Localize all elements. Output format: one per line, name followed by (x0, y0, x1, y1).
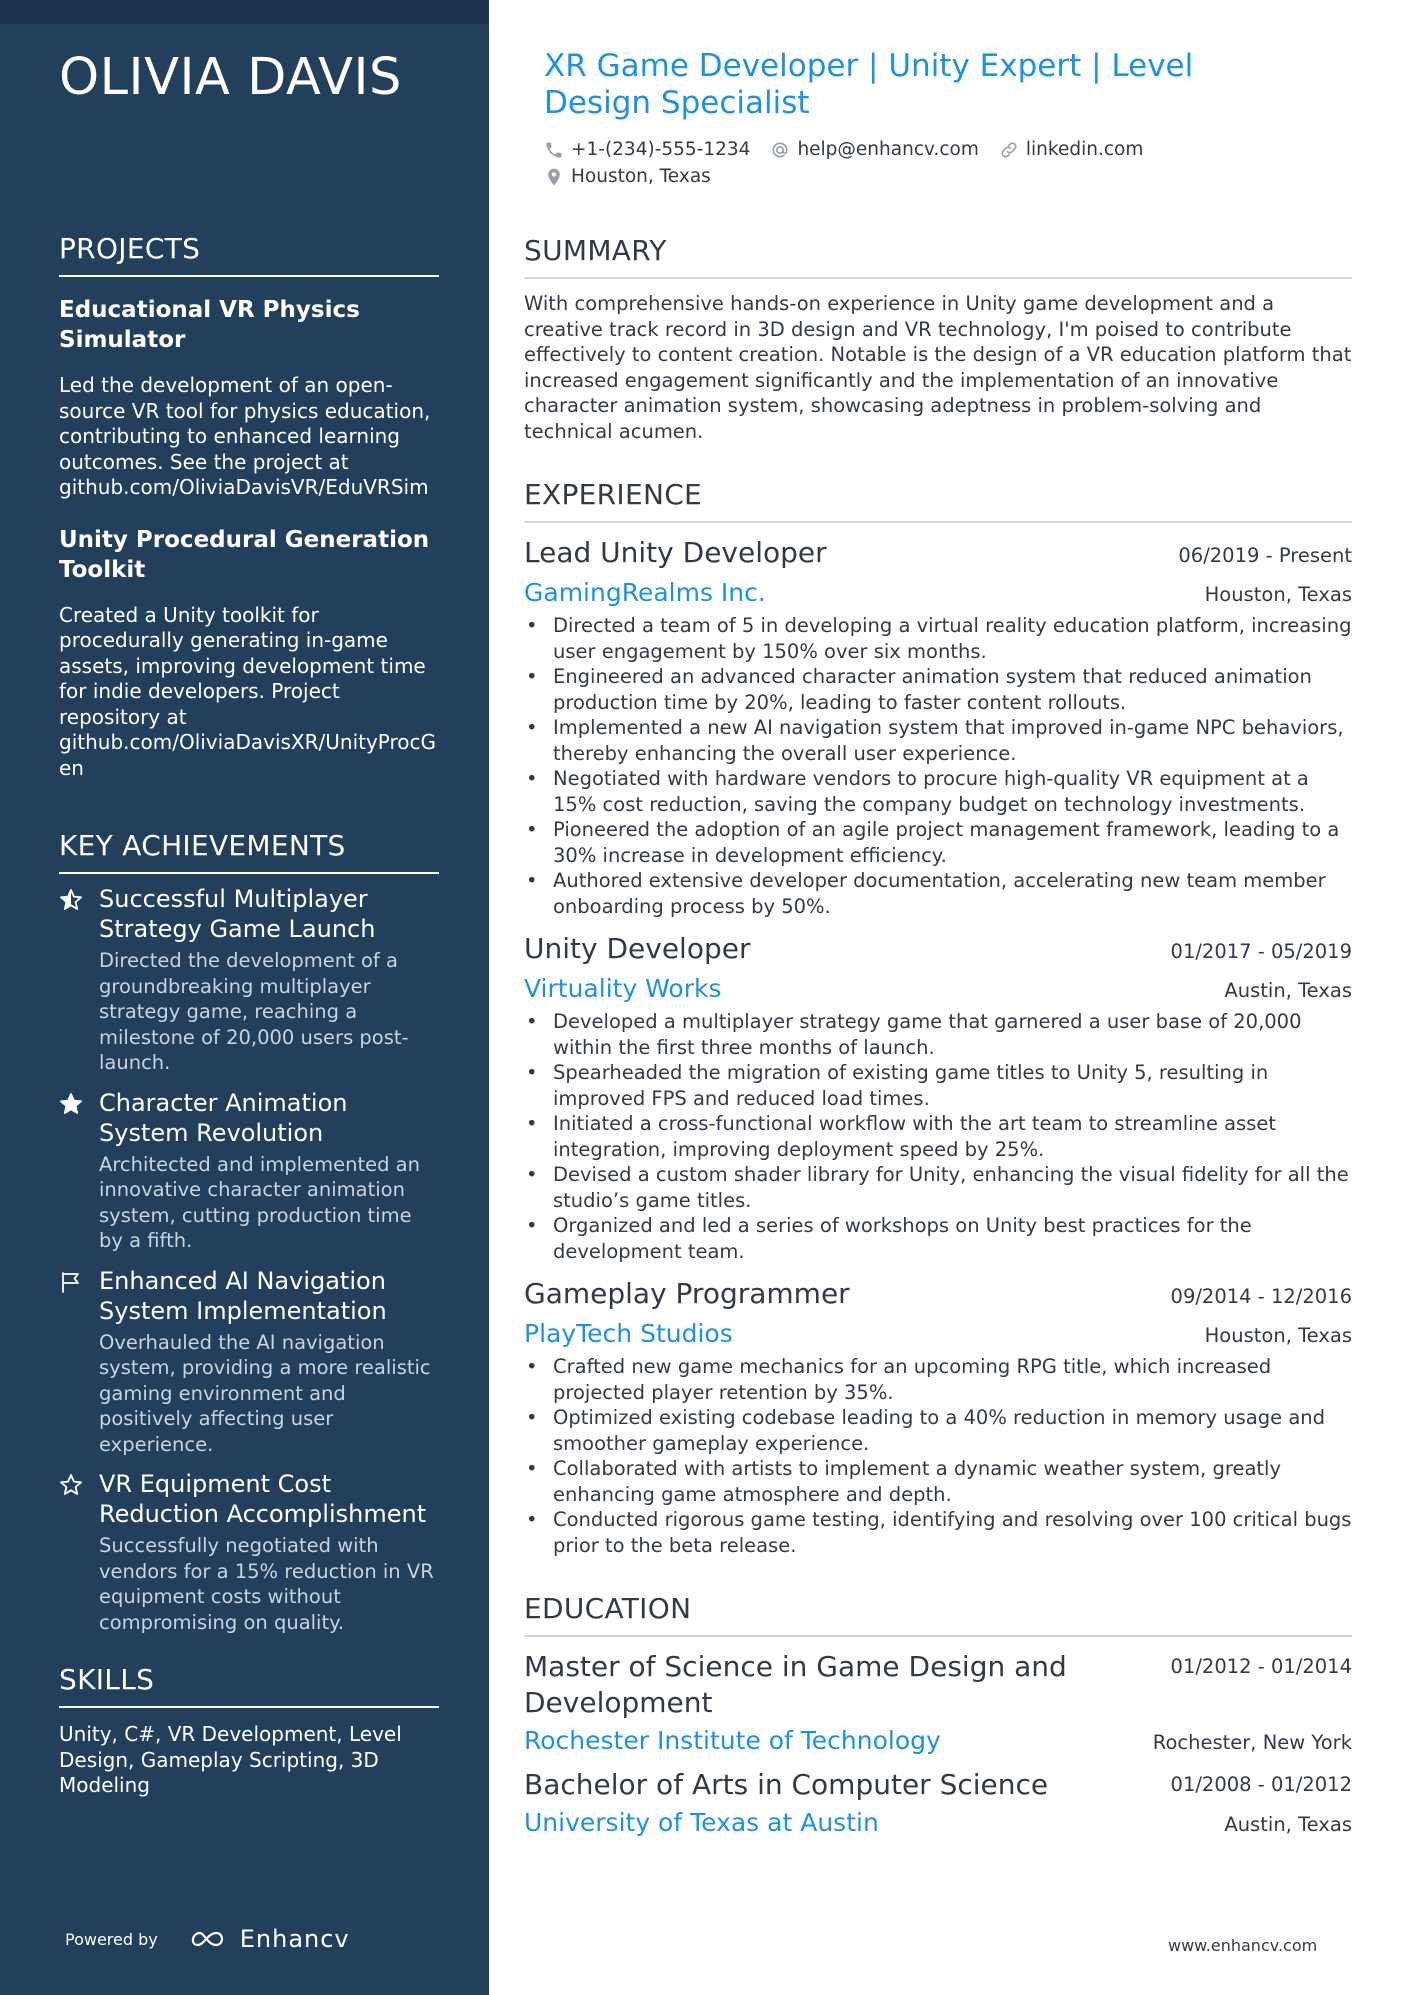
job-bullets (524, 1354, 1352, 1558)
achievements-list (59, 884, 439, 1635)
location-text: Houston, Texas (571, 166, 711, 187)
degree-title: Bachelor of Arts in Computer Science (524, 1768, 1049, 1801)
achievement-item (59, 1088, 439, 1254)
achievement-body (99, 1469, 439, 1635)
achievement-body (99, 884, 439, 1076)
achievement-description: Architected and implemented an innovative character animation system, cutting production time by a fifth. (99, 1152, 420, 1252)
school-name: University of Texas at Austin (524, 1808, 879, 1837)
project-title: Unity Procedural Generation Toolkit (59, 526, 430, 583)
education-header (524, 1767, 1352, 1803)
project-title: Educational VR Physics Simulator (59, 297, 360, 353)
achievement-item (59, 884, 439, 1076)
project-description: Created a Unity toolkit for procedurally generating in-game assets, improving development time for indie developers. Project repository at github.com/OliviaDavisXR/UnityProcGen (59, 602, 437, 780)
achievements-section (59, 829, 439, 1635)
bullet-item: • Developed a multiplayer strategy game that garnered a user base of 20,000 within the first three months of launch. (524, 1009, 1352, 1060)
contact-row (544, 136, 1352, 163)
job-location: Austin, Texas (1224, 979, 1352, 1002)
achievement-description: Overhauled the AI navigation system, providing a more realistic gaming environment and positively affecting user experience. (99, 1330, 431, 1456)
bullet-item: • Conducted rigorous game testing, identifying and resolving over 100 critical bugs prior to the beta release. (524, 1507, 1352, 1558)
location-pin-icon (544, 167, 564, 187)
job-dates: 09/2014 - 12/2016 (1170, 1285, 1352, 1308)
bullet-item: • Crafted new game mechanics for an upcoming RPG title, which increased projected player retention by 35%. (524, 1354, 1352, 1405)
projects-heading: PROJECTS (59, 232, 439, 277)
job-subheader (524, 969, 1352, 1009)
achievement-item (59, 1469, 439, 1635)
contact-phone[interactable] (544, 139, 750, 160)
education-dates: 01/2012 - 01/2014 (1170, 1655, 1352, 1678)
achievement-item (59, 1266, 439, 1458)
at-icon (770, 140, 790, 160)
job-bullets (524, 1009, 1352, 1264)
job-location: Houston, Texas (1204, 1324, 1352, 1347)
star-half-icon (59, 884, 99, 1076)
job-title: Lead Unity Developer (524, 536, 827, 569)
education-subheader (524, 1721, 1352, 1761)
job-entry (524, 929, 1352, 1264)
achievement-title: Successful Multiplayer Strategy Game Launch (99, 885, 376, 943)
bullet-item: • Directed a team of 5 in developing a virtual reality education platform, increasing user engagement by 150% over six months. (524, 613, 1352, 664)
skills-text: Unity, C#, VR Development, Level Design, Gameplay Scripting, 3D Modeling (59, 1722, 402, 1797)
education-entry (524, 1649, 1352, 1761)
bullet-item: • Pioneered the adoption of an agile project management framework, leading to a 30% increase in development efficiency. (524, 817, 1352, 868)
skills-section (59, 1663, 439, 1799)
bullet-item: • Devised a custom shader library for Unity, enhancing the visual fidelity for all the studio’s game titles. (524, 1162, 1352, 1213)
infinity-icon (186, 1927, 230, 1951)
achievement-description: Successfully negotiated with vendors for a 15% reduction in VR equipment costs without compromising on quality. (99, 1534, 434, 1634)
job-dates: 06/2019 - Present (1178, 544, 1352, 567)
bullet-item: • Negotiated with hardware vendors to procure high-quality VR equipment at a 15% cost reduction, saving the company budget on technology investments. (524, 766, 1352, 817)
summary-heading: SUMMARY (524, 234, 1352, 279)
job-subheader (524, 573, 1352, 613)
main-column (524, 40, 1352, 1843)
headline: XR Game Developer | Unity Expert | Level Design Specialist (544, 48, 1194, 121)
education-entry (524, 1767, 1352, 1843)
education-header (524, 1649, 1352, 1721)
bullet-item: • Implemented a new AI navigation system that improved in-game NPC behaviors, thereby enhancing the overall user experience. (524, 715, 1352, 766)
project-description: Led the development of an open-source VR tool for physics education, contributing to enhanced learning outcomes. See the project at github.com/OliviaDavisVR/EduVRSim (59, 373, 431, 499)
email-text: help@enhancv.com (797, 139, 979, 160)
sidebar-content (59, 232, 439, 1799)
skills-heading: SKILLS (59, 1663, 439, 1708)
job-dates: 01/2017 - 05/2019 (1170, 940, 1352, 963)
contact-email[interactable] (770, 139, 978, 160)
contact-location (544, 166, 711, 187)
school-location: Rochester, New York (1152, 1731, 1352, 1754)
sidebar-top-band (0, 0, 489, 24)
link-icon (999, 140, 1019, 160)
education-section (524, 1592, 1352, 1843)
school-name: Rochester Institute of Technology (524, 1726, 941, 1755)
bullet-item: • Authored extensive developer documentation, accelerating new team member onboarding process by 50%. (524, 868, 1352, 919)
star-outline-icon (59, 1469, 99, 1635)
linkedin-text: linkedin.com (1025, 139, 1144, 160)
summary-text: With comprehensive hands-on experience in Unity game development and a creative track record in 3D design and VR technology, I'm poised to contribute effectively to content creation. Notable is the design of a VR education platform that increased engagement significantly and the implementation of an innovative character animation system, showcasing adeptness in problem-solving and technical acumen. (524, 292, 1352, 443)
school-location: Austin, Texas (1224, 1813, 1352, 1836)
education-subheader (524, 1803, 1352, 1843)
job-title: Unity Developer (524, 932, 751, 965)
job-location: Houston, Texas (1204, 583, 1352, 606)
bullet-item: • Initiated a cross-functional workflow with the art team to streamline asset integration, improving deployment speed by 25%. (524, 1111, 1352, 1162)
job-header (524, 929, 1352, 969)
education-heading: EDUCATION (524, 1592, 1352, 1637)
summary-section (524, 234, 1352, 444)
project-item (59, 525, 439, 782)
job-entry (524, 533, 1352, 919)
contact-info (544, 136, 1352, 190)
achievement-title: Character Animation System Revolution (99, 1088, 348, 1147)
company-name: PlayTech Studios (524, 1319, 733, 1348)
achievement-description: Directed the development of a groundbreaking multiplayer strategy game, reaching a milestone of 20,000 users post-launch. (99, 949, 409, 1074)
candidate-name: OLIVIA DAVIS (59, 48, 402, 107)
company-name: Virtuality Works (524, 974, 722, 1003)
flag-icon (59, 1266, 99, 1458)
brand-name: Enhancv (239, 1925, 350, 1953)
sidebar (0, 0, 489, 1995)
bullet-item: • Organized and led a series of workshops on Unity best practices for the development team. (524, 1213, 1352, 1264)
phone-text: +1-(234)-555-1234 (571, 139, 751, 160)
bullet-item: • Spearheaded the migration of existing game titles to Unity 5, resulting in improved FPS and reduced load times. (524, 1060, 1352, 1111)
powered-by-label: Powered by (65, 1929, 158, 1949)
bullet-item: • Collaborated with artists to implement a dynamic weather system, greatly enhancing game atmosphere and depth. (524, 1456, 1352, 1507)
powered-by (65, 1925, 350, 1953)
job-title: Gameplay Programmer (524, 1277, 850, 1310)
phone-icon (544, 140, 564, 160)
experience-section (524, 478, 1352, 1558)
job-header (524, 533, 1352, 573)
footer-url[interactable]: www.enhancv.com (1168, 1936, 1318, 1955)
experience-heading: EXPERIENCE (524, 478, 1352, 523)
projects-section (59, 232, 439, 781)
achievement-body (99, 1088, 439, 1254)
achievement-title: Enhanced AI Navigation System Implementation (99, 1266, 387, 1325)
job-bullets (524, 613, 1352, 919)
job-header (524, 1274, 1352, 1314)
enhancv-logo[interactable] (186, 1925, 350, 1953)
job-entry (524, 1274, 1352, 1558)
company-name: GamingRealms Inc. (524, 578, 766, 607)
star-filled-icon (59, 1088, 99, 1254)
degree-title: Master of Science in Game Design and Development (524, 1650, 1067, 1719)
bullet-item: • Engineered an advanced character animation system that reduced animation production time by 20%, leading to faster content rollouts. (524, 664, 1352, 715)
job-subheader (524, 1314, 1352, 1354)
education-dates: 01/2008 - 01/2012 (1170, 1773, 1352, 1796)
contact-linkedin[interactable] (999, 139, 1143, 160)
achievements-heading: KEY ACHIEVEMENTS (59, 829, 439, 874)
contact-row (544, 163, 1352, 190)
achievement-body (99, 1266, 439, 1458)
achievement-title: VR Equipment Cost Reduction Accomplishment (99, 1470, 427, 1528)
bullet-item: • Optimized existing codebase leading to a 40% reduction in memory usage and smoother gameplay experience. (524, 1405, 1352, 1456)
project-item (59, 295, 439, 501)
